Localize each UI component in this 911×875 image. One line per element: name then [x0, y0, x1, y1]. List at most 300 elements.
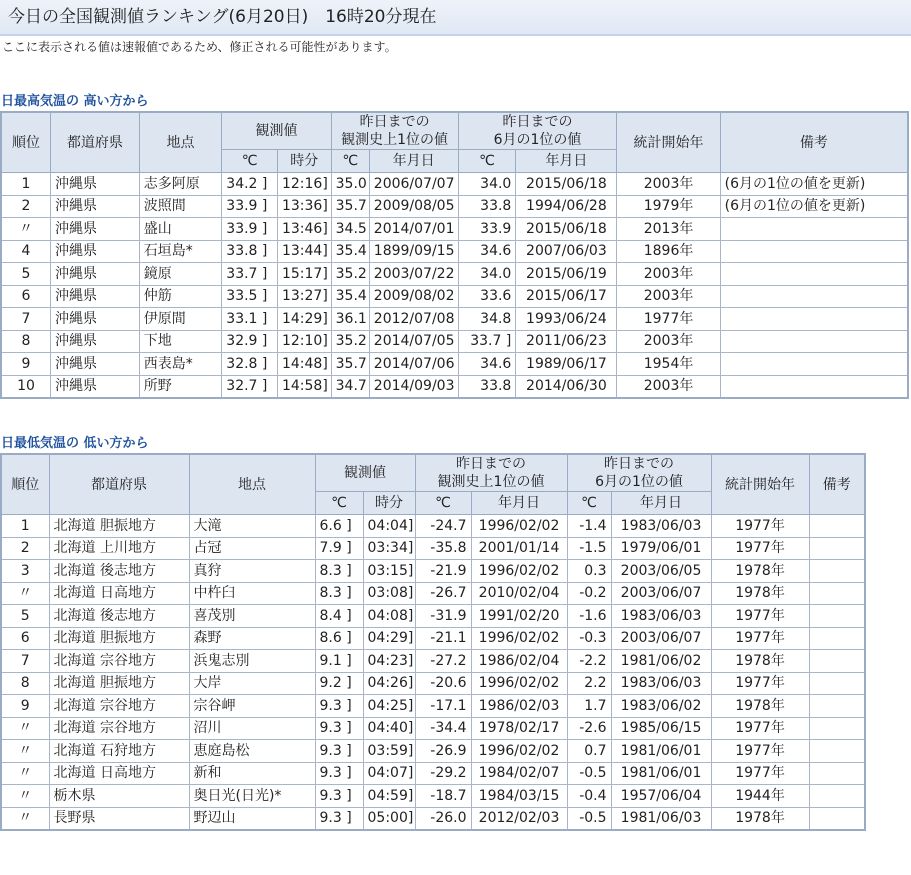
observed-value-cell: 33.9 ]	[222, 195, 278, 218]
start-year-cell: 1944年	[711, 785, 809, 808]
rank-cell: 〃	[1, 762, 49, 785]
preliminary-notice: ここに表示される値は速報値であるため、修正される可能性があります。	[2, 40, 397, 54]
station-cell: 大滝	[189, 515, 315, 538]
month-record-value-cell: 2.2	[567, 672, 611, 695]
observed-time-cell: 05:00]	[363, 807, 415, 830]
remarks-cell	[720, 308, 908, 331]
start-year-cell: 1977年	[617, 308, 720, 331]
header-remarks: 備考	[809, 454, 865, 515]
prefecture-cell: 北海道 宗谷地方	[49, 717, 189, 740]
record-value-cell: 36.1	[331, 308, 369, 331]
observed-time-cell: 04:04]	[363, 515, 415, 538]
month-record-date-cell: 2014/06/30	[516, 375, 617, 398]
month-record-date-cell: 1983/06/02	[611, 695, 711, 718]
remarks-cell	[720, 353, 908, 376]
remarks-cell	[720, 218, 908, 241]
observed-value-cell: 33.1 ]	[222, 308, 278, 331]
record-date-cell: 1991/02/20	[471, 605, 567, 628]
rank-cell: 〃	[1, 740, 49, 763]
observed-time-cell: 04:59]	[363, 785, 415, 808]
table-row	[1, 537, 865, 560]
subheader-date: 年月日	[611, 492, 711, 515]
station-cell: 中杵臼	[189, 582, 315, 605]
month-record-value-cell: -0.4	[567, 785, 611, 808]
month-record-value-cell: -0.2	[567, 582, 611, 605]
observed-value-cell: 33.8 ]	[222, 240, 278, 263]
section-title-low: 日最低気温の 低い方から	[1, 436, 149, 451]
record-date-cell: 2009/08/02	[369, 285, 458, 308]
record-date-cell: 1996/02/02	[471, 560, 567, 583]
observed-value-cell: 33.5 ]	[222, 285, 278, 308]
month-record-date-cell: 1983/06/03	[611, 672, 711, 695]
month-record-value-cell: 0.3	[567, 560, 611, 583]
prefecture-cell: 沖縄県	[51, 173, 140, 196]
remarks-cell	[720, 263, 908, 286]
observed-time-cell: 12:16]	[277, 173, 331, 196]
month-record-date-cell: 1981/06/01	[611, 762, 711, 785]
month-record-value-cell: 33.7 ]	[458, 330, 516, 353]
subheader-deg: ℃	[415, 492, 471, 515]
table-row	[1, 218, 908, 241]
month-record-value-cell: -2.2	[567, 650, 611, 673]
header-month-line2: 6月の1位の値	[493, 132, 582, 148]
station-cell: 下地	[139, 330, 222, 353]
page-title: 今日の全国観測値ランキング(6月20日) 16時20分現在	[0, 0, 911, 36]
record-date-cell: 1984/03/15	[471, 785, 567, 808]
header-month-record	[567, 454, 711, 492]
prefecture-cell: 北海道 胆振地方	[49, 672, 189, 695]
record-value-cell: -21.9	[415, 560, 471, 583]
observed-time-cell: 04:25]	[363, 695, 415, 718]
record-date-cell: 2006/07/07	[369, 173, 458, 196]
observed-value-cell: 9.3 ]	[315, 785, 363, 808]
month-record-value-cell: 34.6	[458, 353, 516, 376]
subheader-deg: ℃	[315, 492, 363, 515]
record-date-cell: 2003/07/22	[369, 263, 458, 286]
record-date-cell: 1996/02/02	[471, 672, 567, 695]
prefecture-cell: 北海道 石狩地方	[49, 740, 189, 763]
start-year-cell: 2003年	[617, 263, 720, 286]
table-row	[1, 785, 865, 808]
station-cell: 所野	[139, 375, 222, 398]
observed-time-cell: 03:59]	[363, 740, 415, 763]
start-year-cell: 1977年	[711, 717, 809, 740]
observed-value-cell: 9.2 ]	[315, 672, 363, 695]
subheader-deg: ℃	[458, 150, 516, 173]
record-value-cell: 35.0	[331, 173, 369, 196]
header-start-year: 統計開始年	[711, 454, 809, 515]
month-record-value-cell: -0.5	[567, 762, 611, 785]
station-cell: 鏡原	[139, 263, 222, 286]
start-year-cell: 1978年	[711, 560, 809, 583]
rank-cell: 5	[1, 263, 51, 286]
month-record-value-cell: -1.4	[567, 515, 611, 538]
table-row	[1, 740, 865, 763]
start-year-cell: 1896年	[617, 240, 720, 263]
start-year-cell: 2013年	[617, 218, 720, 241]
remarks-cell	[720, 240, 908, 263]
record-value-cell: 35.7	[331, 195, 369, 218]
prefecture-cell: 北海道 宗谷地方	[49, 695, 189, 718]
month-record-value-cell: 34.0	[458, 263, 516, 286]
rank-cell: 6	[1, 285, 51, 308]
month-record-date-cell: 1994/06/28	[516, 195, 617, 218]
record-value-cell: -17.1	[415, 695, 471, 718]
record-date-cell: 1984/02/07	[471, 762, 567, 785]
station-cell: 伊原間	[139, 308, 222, 331]
month-record-date-cell: 2015/06/19	[516, 263, 617, 286]
prefecture-cell: 沖縄県	[51, 285, 140, 308]
remarks-cell	[809, 695, 865, 718]
remarks-cell	[809, 762, 865, 785]
month-record-value-cell: 33.6	[458, 285, 516, 308]
rank-cell: 6	[1, 627, 49, 650]
month-record-value-cell: -1.6	[567, 605, 611, 628]
table-row	[1, 308, 908, 331]
record-date-cell: 2012/02/03	[471, 807, 567, 830]
start-year-cell: 1977年	[711, 515, 809, 538]
subheader-date: 年月日	[471, 492, 567, 515]
prefecture-cell: 北海道 後志地方	[49, 560, 189, 583]
subheader-date: 年月日	[369, 150, 458, 173]
start-year-cell: 2003年	[617, 285, 720, 308]
observed-value-cell: 9.3 ]	[315, 740, 363, 763]
record-date-cell: 2014/09/03	[369, 375, 458, 398]
month-record-date-cell: 2003/06/07	[611, 582, 711, 605]
record-value-cell: 35.4	[331, 285, 369, 308]
header-month-line1: 昨日までの	[502, 114, 573, 130]
table-row	[1, 717, 865, 740]
header-observed: 観測値	[315, 454, 415, 492]
header-month-record	[458, 112, 617, 150]
rank-cell: 10	[1, 375, 51, 398]
observed-value-cell: 9.3 ]	[315, 695, 363, 718]
subheader-deg: ℃	[222, 150, 278, 173]
station-cell: 志多阿原	[139, 173, 222, 196]
observed-value-cell: 33.7 ]	[222, 263, 278, 286]
record-date-cell: 1899/09/15	[369, 240, 458, 263]
rank-cell: 8	[1, 672, 49, 695]
record-value-cell: -24.7	[415, 515, 471, 538]
table-row	[1, 605, 865, 628]
observed-time-cell: 14:29]	[277, 308, 331, 331]
header-record	[415, 454, 567, 492]
start-year-cell: 1978年	[711, 807, 809, 830]
record-value-cell: 35.4	[331, 240, 369, 263]
high-temp-table	[0, 111, 909, 399]
remarks-cell	[720, 375, 908, 398]
table-row	[1, 762, 865, 785]
remarks-cell	[720, 330, 908, 353]
remarks-cell	[809, 537, 865, 560]
station-cell: 沼川	[189, 717, 315, 740]
month-record-date-cell: 1981/06/01	[611, 740, 711, 763]
record-date-cell: 1996/02/02	[471, 740, 567, 763]
record-date-cell: 2010/02/04	[471, 582, 567, 605]
station-cell: 野辺山	[189, 807, 315, 830]
month-record-date-cell: 1981/06/02	[611, 650, 711, 673]
remarks-cell	[809, 785, 865, 808]
observed-value-cell: 8.3 ]	[315, 560, 363, 583]
month-record-date-cell: 1981/06/03	[611, 807, 711, 830]
observed-time-cell: 04:29]	[363, 627, 415, 650]
remarks-cell: (6月の1位の値を更新)	[720, 173, 908, 196]
observed-value-cell: 8.6 ]	[315, 627, 363, 650]
table-row	[1, 695, 865, 718]
record-value-cell: -26.9	[415, 740, 471, 763]
station-cell: 仲筋	[139, 285, 222, 308]
start-year-cell: 1978年	[711, 650, 809, 673]
prefecture-cell: 栃木県	[49, 785, 189, 808]
station-cell: 石垣島*	[139, 240, 222, 263]
prefecture-cell: 沖縄県	[51, 218, 140, 241]
station-cell: 恵庭島松	[189, 740, 315, 763]
month-record-date-cell: 1979/06/01	[611, 537, 711, 560]
low-temp-table	[0, 453, 866, 831]
month-record-date-cell: 2007/06/03	[516, 240, 617, 263]
prefecture-cell: 沖縄県	[51, 195, 140, 218]
table-row	[1, 263, 908, 286]
header-record-line2: 観測史上1位の値	[341, 132, 449, 148]
record-date-cell: 2001/01/14	[471, 537, 567, 560]
start-year-cell: 2003年	[617, 330, 720, 353]
observed-value-cell: 9.1 ]	[315, 650, 363, 673]
start-year-cell: 1954年	[617, 353, 720, 376]
record-date-cell: 2014/07/01	[369, 218, 458, 241]
observed-time-cell: 04:26]	[363, 672, 415, 695]
station-cell: 浜鬼志別	[189, 650, 315, 673]
header-pref: 都道府県	[51, 112, 140, 173]
prefecture-cell: 北海道 胆振地方	[49, 627, 189, 650]
prefecture-cell: 北海道 日高地方	[49, 582, 189, 605]
observed-time-cell: 04:40]	[363, 717, 415, 740]
header-rank: 順位	[1, 454, 49, 515]
record-date-cell: 1986/02/04	[471, 650, 567, 673]
header-month-line1: 昨日までの	[604, 456, 675, 472]
station-cell: 喜茂別	[189, 605, 315, 628]
header-record-line1: 昨日までの	[359, 114, 430, 130]
record-value-cell: 35.2	[331, 263, 369, 286]
remarks-cell	[809, 627, 865, 650]
section-title-high: 日最高気温の 高い方から	[1, 94, 149, 109]
rank-cell: 〃	[1, 218, 51, 241]
record-value-cell: 35.2	[331, 330, 369, 353]
rank-cell: 9	[1, 353, 51, 376]
record-value-cell: -21.1	[415, 627, 471, 650]
month-record-date-cell: 1989/06/17	[516, 353, 617, 376]
record-value-cell: -29.2	[415, 762, 471, 785]
month-record-value-cell: 34.6	[458, 240, 516, 263]
remarks-cell	[809, 582, 865, 605]
rank-cell: 〃	[1, 807, 49, 830]
rank-cell: 3	[1, 560, 49, 583]
observed-value-cell: 32.8 ]	[222, 353, 278, 376]
rank-cell: 2	[1, 195, 51, 218]
rank-cell: 〃	[1, 785, 49, 808]
observed-time-cell: 12:10]	[277, 330, 331, 353]
month-record-date-cell: 2003/06/05	[611, 560, 711, 583]
start-year-cell: 2003年	[617, 173, 720, 196]
observed-time-cell: 13:27]	[277, 285, 331, 308]
table-row	[1, 515, 865, 538]
station-cell: 奥日光(日光)*	[189, 785, 315, 808]
subheader-time: 時分	[363, 492, 415, 515]
month-record-value-cell: 33.8	[458, 375, 516, 398]
table-row	[1, 330, 908, 353]
prefecture-cell: 沖縄県	[51, 263, 140, 286]
record-date-cell: 1996/02/02	[471, 627, 567, 650]
observed-time-cell: 03:15]	[363, 560, 415, 583]
station-cell: 占冠	[189, 537, 315, 560]
month-record-value-cell: 0.7	[567, 740, 611, 763]
month-record-value-cell: -0.5	[567, 807, 611, 830]
rank-cell: 8	[1, 330, 51, 353]
table-row	[1, 285, 908, 308]
month-record-date-cell: 2003/06/07	[611, 627, 711, 650]
record-value-cell: -26.7	[415, 582, 471, 605]
prefecture-cell: 沖縄県	[51, 240, 140, 263]
rank-cell: 〃	[1, 582, 49, 605]
start-year-cell: 1977年	[711, 672, 809, 695]
record-value-cell: -18.7	[415, 785, 471, 808]
record-value-cell: -27.2	[415, 650, 471, 673]
prefecture-cell: 北海道 宗谷地方	[49, 650, 189, 673]
observed-value-cell: 32.7 ]	[222, 375, 278, 398]
observed-value-cell: 9.3 ]	[315, 807, 363, 830]
record-date-cell: 2014/07/06	[369, 353, 458, 376]
month-record-date-cell: 1957/06/04	[611, 785, 711, 808]
rank-cell: 7	[1, 650, 49, 673]
table-row	[1, 627, 865, 650]
header-station: 地点	[189, 454, 315, 515]
rank-cell: 1	[1, 515, 49, 538]
record-value-cell: -35.8	[415, 537, 471, 560]
month-record-value-cell: -1.5	[567, 537, 611, 560]
table-row	[1, 353, 908, 376]
start-year-cell: 1977年	[711, 627, 809, 650]
observed-time-cell: 04:23]	[363, 650, 415, 673]
prefecture-cell: 沖縄県	[51, 375, 140, 398]
month-record-date-cell: 2015/06/18	[516, 173, 617, 196]
table-row	[1, 650, 865, 673]
table-row	[1, 582, 865, 605]
header-rank: 順位	[1, 112, 51, 173]
observed-value-cell: 32.9 ]	[222, 330, 278, 353]
record-date-cell: 1996/02/02	[471, 515, 567, 538]
month-record-date-cell: 2011/06/23	[516, 330, 617, 353]
start-year-cell: 1979年	[617, 195, 720, 218]
start-year-cell: 1978年	[711, 582, 809, 605]
observed-time-cell: 13:36]	[277, 195, 331, 218]
remarks-cell	[809, 650, 865, 673]
remarks-cell	[809, 672, 865, 695]
record-value-cell: -26.0	[415, 807, 471, 830]
record-date-cell: 2014/07/05	[369, 330, 458, 353]
rank-cell: 4	[1, 240, 51, 263]
month-record-value-cell: -2.6	[567, 717, 611, 740]
station-cell: 真狩	[189, 560, 315, 583]
subheader-deg: ℃	[331, 150, 369, 173]
observed-time-cell: 14:48]	[277, 353, 331, 376]
station-cell: 盛山	[139, 218, 222, 241]
observed-time-cell: 15:17]	[277, 263, 331, 286]
table-row	[1, 240, 908, 263]
rank-cell: 1	[1, 173, 51, 196]
table-row	[1, 375, 908, 398]
observed-value-cell: 34.2 ]	[222, 173, 278, 196]
prefecture-cell: 北海道 日高地方	[49, 762, 189, 785]
observed-time-cell: 03:08]	[363, 582, 415, 605]
month-record-date-cell: 1983/06/03	[611, 605, 711, 628]
start-year-cell: 1978年	[711, 695, 809, 718]
observed-value-cell: 8.3 ]	[315, 582, 363, 605]
station-cell: 西表島*	[139, 353, 222, 376]
table-row	[1, 672, 865, 695]
record-value-cell: 34.5	[331, 218, 369, 241]
prefecture-cell: 北海道 上川地方	[49, 537, 189, 560]
start-year-cell: 1977年	[711, 537, 809, 560]
start-year-cell: 2003年	[617, 375, 720, 398]
station-cell: 森野	[189, 627, 315, 650]
remarks-cell	[809, 807, 865, 830]
header-start-year: 統計開始年	[617, 112, 720, 173]
observed-time-cell: 13:46]	[277, 218, 331, 241]
table-row	[1, 807, 865, 830]
record-value-cell: -20.6	[415, 672, 471, 695]
prefecture-cell: 長野県	[49, 807, 189, 830]
remarks-cell	[809, 515, 865, 538]
month-record-date-cell: 2015/06/18	[516, 218, 617, 241]
record-value-cell: -31.9	[415, 605, 471, 628]
header-record-line1: 昨日までの	[456, 456, 526, 472]
observed-value-cell: 9.3 ]	[315, 762, 363, 785]
station-cell: 宗谷岬	[189, 695, 315, 718]
month-record-date-cell: 1985/06/15	[611, 717, 711, 740]
record-value-cell: 34.7	[331, 375, 369, 398]
rank-cell: 7	[1, 308, 51, 331]
header-record-line2: 観測史上1位の値	[437, 474, 545, 490]
rank-cell: 9	[1, 695, 49, 718]
subheader-time: 時分	[277, 150, 331, 173]
header-month-line2: 6月の1位の値	[595, 474, 683, 490]
header-station: 地点	[139, 112, 222, 173]
record-date-cell: 2012/07/08	[369, 308, 458, 331]
header-observed: 観測値	[222, 112, 331, 150]
observed-time-cell: 03:34]	[363, 537, 415, 560]
prefecture-cell: 北海道 後志地方	[49, 605, 189, 628]
month-record-date-cell: 1993/06/24	[516, 308, 617, 331]
prefecture-cell: 沖縄県	[51, 353, 140, 376]
station-cell: 波照間	[139, 195, 222, 218]
record-date-cell: 1986/02/03	[471, 695, 567, 718]
record-value-cell: -34.4	[415, 717, 471, 740]
header-pref: 都道府県	[49, 454, 189, 515]
station-cell: 新和	[189, 762, 315, 785]
observed-value-cell: 8.4 ]	[315, 605, 363, 628]
remarks-cell	[809, 605, 865, 628]
prefecture-cell: 沖縄県	[51, 330, 140, 353]
rank-cell: 2	[1, 537, 49, 560]
month-record-value-cell: 1.7	[567, 695, 611, 718]
table-row	[1, 195, 908, 218]
observed-time-cell: 04:08]	[363, 605, 415, 628]
month-record-value-cell: 33.9	[458, 218, 516, 241]
remarks-cell: (6月の1位の値を更新)	[720, 195, 908, 218]
remarks-cell	[720, 285, 908, 308]
remarks-cell	[809, 560, 865, 583]
header-remarks: 備考	[720, 112, 908, 173]
remarks-cell	[809, 717, 865, 740]
